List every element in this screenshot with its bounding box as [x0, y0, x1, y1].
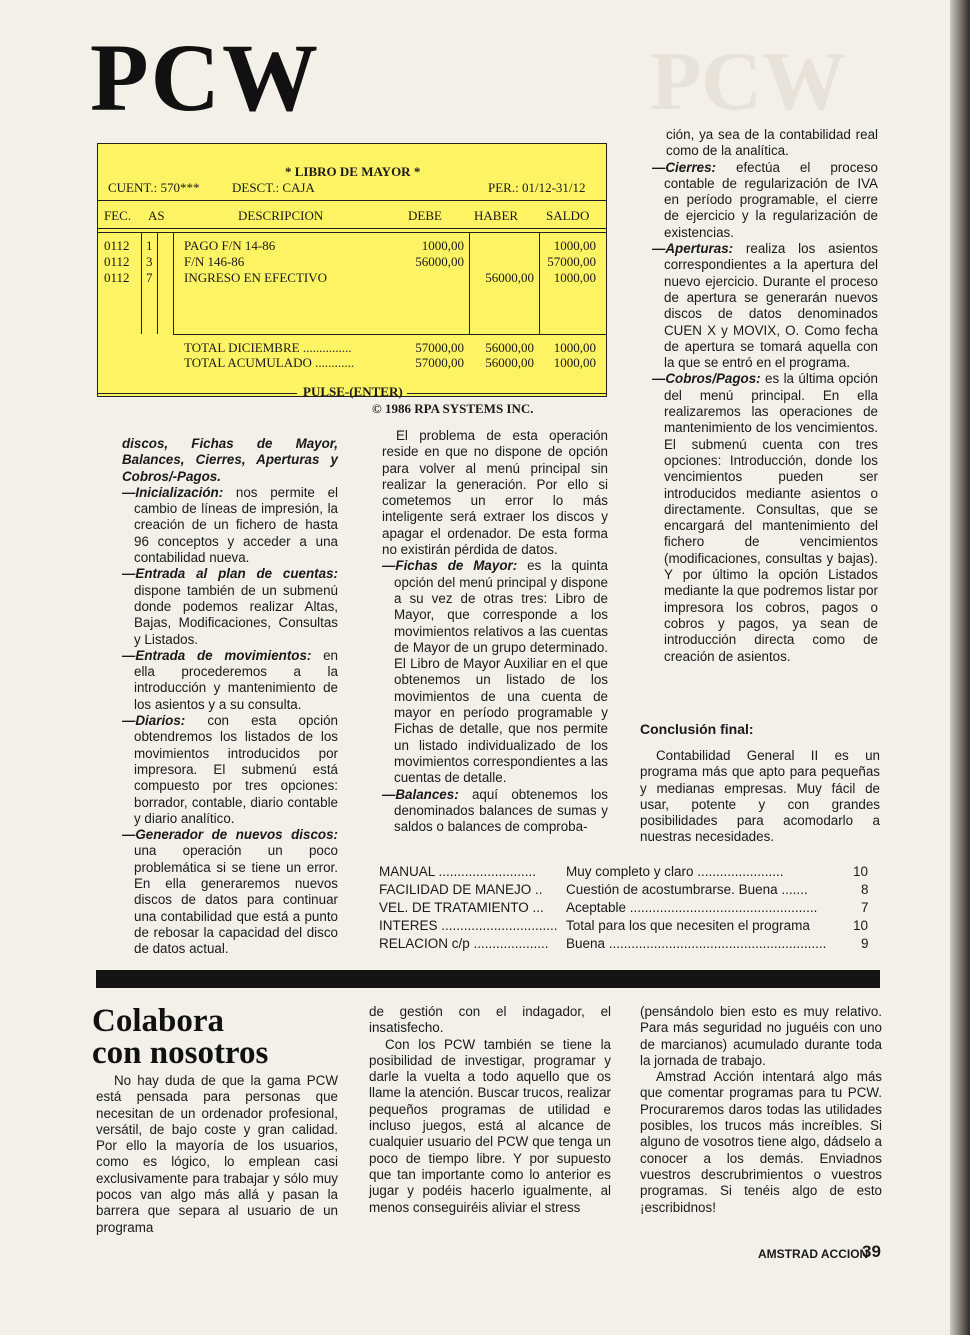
cell-haber: 56000,00	[485, 270, 534, 285]
rating-row	[371, 918, 881, 936]
col2-paragraph: El problema de esta operación reside en que no dispone de opción para volver al menú principal sin realizar la generación. Por ello si cometemos un error lo más inteligente será extraer los discos y apagar el ordenador. De esta forma no existirán pérdida de datos.	[382, 428, 608, 558]
rating-label: MANUAL ..........................	[379, 864, 537, 879]
ghost-title: PCW	[650, 35, 846, 128]
term: —Cobros/Pagos:	[652, 371, 761, 387]
term-text: una operación un poco problemática si se tiene un error. En ella generaremos nuevos discos de datos para continuar una contabilidad que está a punto de rebosar la capacidad del disco de datos actual.	[134, 843, 338, 957]
ledger-screen	[97, 143, 607, 397]
rating-row	[371, 936, 881, 954]
cell-as: 1	[146, 238, 153, 253]
cell-debe: 56000,00	[415, 254, 464, 269]
total-saldo: 1000,00	[553, 355, 596, 370]
col1-item	[122, 827, 338, 957]
term: —Generador de nuevos discos:	[122, 827, 338, 843]
heading-line: Colabora	[92, 1003, 224, 1039]
term: —Entrada de movimientos:	[122, 647, 312, 663]
term-text: dispone también de un submenú donde podemos realizar Altas, Bajas, Modificaciones, Consultas y Listados.	[134, 582, 338, 647]
bottom-paragraph: (pensándolo bien esto es muy relativo. Para más seguridad no juguéis con uno de marcianos) acumulado durante toda la jornada de trabajo.	[640, 1004, 882, 1068]
rating-comment: Total para los que necesiten el programa	[566, 918, 810, 933]
bottom-paragraph: de gestión con el indagador, el insatisfecho.	[369, 1004, 611, 1036]
section-heading	[92, 1005, 268, 1069]
col1-item	[122, 713, 338, 827]
bottom-paragraph: Amstrad Acción intentará algo más que comentar programas para tu PCW. Procuraremos daros todas las utilidades posibles, los trucos más increíbles. Si alguno de vosotros tiene algo, dádselo a conocer a los demás. Enviadnos vuestros descrubrimientos o vuestros programas. Si tenéis algo de esto ¡escribidnos!	[640, 1069, 882, 1215]
cell-desc: INGRESO EN EFECTIVO	[184, 270, 327, 285]
term-text: es la última opción del menú principal. En ella realizaremos las operaciones de mantenimiento de los vencimientos. El submenú cuenta con tres opciones: Introducción, donde los vencimientos pueden ser introducidos mediante asientos o directamente. Consultas, que se encargará del mantenimiento del fichero de vencimientos (modificaciones, consultas y bajas). Y por último la opción Listados mediante la que podremos listar por impresora los cobros, pagos o cobros y pagos, ya sean de introducción directa como de creación de asientos.	[664, 371, 878, 664]
total-haber: 56000,00	[485, 355, 534, 370]
ledger-rule	[98, 200, 606, 201]
page-title: PCW	[90, 24, 320, 131]
ledger-descripcion: DESCT.: CAJA	[232, 180, 315, 195]
rating-score: 10	[853, 864, 869, 879]
bottom-paragraph: No hay duda de que la gama PCW está pensada para personas que necesitan de un ordenador profesional, versátil, de bajo coste y gran calidad. Por ello la mayoría de los usuarios, como es lógico, lo emplean casi exclusivamente para trabajar y sólo muy pocos van algo más allá y pasan la barrera que separa al usuario de un programa	[96, 1073, 338, 1235]
rating-comment: Aceptable ..................................................	[566, 900, 818, 915]
ledger-periodo: PER.: 01/12-31/12	[488, 180, 586, 195]
col1-intro: discos, Fichas de Mayor, Balances, Cierres, Aperturas y Cobros/-Pagos.	[122, 436, 338, 484]
col-descripcion: DESCRIPCION	[238, 208, 324, 223]
total-haber: 56000,00	[485, 340, 534, 355]
cell-saldo: 1000,00	[553, 270, 596, 285]
term-text: con esta opción obtendremos los listados de los movimientos introducidos por impresora. El submenú está compuesto por tres opciones: borrador, contable, diario contable y diario analítico.	[134, 713, 338, 826]
total-label: TOTAL ACUMULADO ............	[184, 355, 355, 370]
term-text: aquí obtenemos los denominados balances de sumas y saldos o balances de comproba-	[394, 786, 608, 835]
col-fec: FEC.	[104, 208, 132, 223]
term: —Inicialización:	[122, 484, 224, 500]
cell-as: 3	[146, 254, 153, 269]
term: —Entrada al plan de cuentas:	[122, 566, 338, 582]
cell-as: 7	[146, 270, 153, 285]
col-debe: DEBE	[408, 208, 442, 223]
term-text: es la quinta opción del menú principal y dispone a su vez de otras tres: Libro de Mayor, que corresponde a los movimientos relativos a las cuentas de Mayor de un grupo determinado. El Libro de Mayor Auxiliar en el que obtenemos un listado de los movimientos de una cuenta de mayor en período programable y Fichas de detalle, que nos permite un listado individualizado de los movimientos correspondientes a las cuentas de detalle.	[394, 558, 608, 786]
page-number: 39	[862, 1242, 881, 1261]
total-label: TOTAL DICIEMBRE ...............	[184, 340, 352, 355]
col3-paragraph: ción, ya sea de la contabilidad real como de la analítica.	[666, 127, 878, 159]
total-debe: 57000,00	[415, 340, 464, 355]
rating-row	[371, 882, 881, 900]
pulse-enter-label: PULSE-(ENTER)	[303, 384, 403, 399]
cell-saldo: 1000,00	[553, 238, 596, 253]
term-text: realiza los asientos correspondientes a la apertura del nuevo ejercicio. Durante el proceso de apertura se generarán nuevos discos de datos denominados CUEN X y MOVIX, O. Como fecha de apertura se tomará aquella con la que se entró en el programa.	[664, 241, 878, 371]
term: —Diarios:	[122, 713, 186, 729]
term-text: en ella procederemos a la introducción y mantenimiento de los asientos y a su consulta.	[134, 647, 338, 712]
cell-debe: 1000,00	[421, 238, 464, 253]
rating-comment: Buena ..........................................................	[566, 936, 827, 951]
column-3	[652, 127, 878, 665]
bottom-column-3	[640, 1004, 882, 1216]
col3-item	[652, 371, 878, 664]
term: —Aperturas:	[652, 241, 734, 257]
term: —Cierres:	[652, 159, 717, 175]
pulse-rule-left	[97, 393, 297, 394]
ledger-rule	[98, 232, 606, 233]
col-haber: HABER	[474, 208, 519, 223]
col2-item	[382, 558, 608, 786]
column-1	[122, 436, 338, 958]
cell-desc: F/N 146-86	[184, 254, 245, 269]
heading-line: con nosotros	[92, 1035, 269, 1071]
col2-item	[382, 787, 608, 836]
cell-fec: 0112	[104, 270, 130, 285]
rating-label: FACILIDAD DE MANEJO ..	[379, 882, 543, 897]
ledger-divider	[173, 232, 174, 334]
ratings-table	[371, 864, 881, 954]
bottom-paragraph: Con los PCW también se tiene la posibilidad de investigar, programar y darle la vuelta a todo aquello que os llame la atención. Buscar trucos, realizar pequeños programas de utilidad e incluso juegos, está al alcance de cualquier usuario del PCW que tenga un poco de tiempo libre. Y por supuesto que tan importante como lo anterior es jugar y podéis hacerlo igualmente, al menos conseguiréis aliviar el stress	[369, 1036, 611, 1215]
ledger-cuenta: CUENT.: 570***	[108, 180, 200, 195]
cell-desc: PAGO F/N 14-86	[184, 238, 276, 253]
conclusion-text	[640, 748, 880, 846]
pulse-rule-right	[407, 393, 607, 394]
rating-label: RELACION c/p ....................	[379, 936, 549, 951]
term: —Balances:	[382, 786, 459, 802]
rating-score: 9	[861, 936, 869, 951]
ledger-divider	[141, 232, 142, 334]
total-debe: 57000,00	[415, 355, 464, 370]
term: —Fichas de Mayor:	[382, 558, 518, 574]
ledger-rule	[98, 228, 606, 229]
conclusion-heading: Conclusión final:	[640, 721, 754, 737]
rating-score: 7	[861, 900, 869, 915]
column-2	[382, 428, 608, 835]
ledger-rule	[173, 334, 606, 335]
rating-score: 8	[861, 882, 869, 897]
col3-item	[652, 160, 878, 241]
col-saldo: SALDO	[546, 208, 590, 223]
col3-item	[652, 241, 878, 371]
term-text: nos permite el cambio de líneas de impresión, la creación de un fichero de hasta 96 conceptos y acceder a una contabilidad nueva.	[134, 484, 338, 566]
rating-label: VEL. DE TRATAMIENTO ...	[379, 900, 544, 915]
rating-label: INTERES ...............................	[379, 918, 558, 933]
rating-score: 10	[853, 918, 869, 933]
ledger-divider	[157, 232, 158, 334]
rating-comment: Cuestión de acostumbrarse. Buena .......	[566, 882, 808, 897]
cell-saldo: 57000,00	[547, 254, 596, 269]
bottom-column-1	[96, 1073, 338, 1236]
rating-row	[371, 900, 881, 918]
rating-row	[371, 864, 881, 882]
bottom-column-2	[369, 1004, 611, 1216]
section-divider-bar	[96, 970, 880, 988]
scan-edge	[950, 0, 970, 1335]
col1-item	[122, 566, 338, 647]
term-text: efectúa el proceso contable de regularización de IVA en período programable, el cierre de ejercicio y la regularización de existencias.	[664, 159, 878, 240]
rating-comment: Muy completo y claro .......................	[566, 864, 784, 879]
ledger-title: * LIBRO DE MAYOR *	[285, 164, 421, 179]
col1-item	[122, 485, 338, 566]
cell-fec: 0112	[104, 254, 130, 269]
total-saldo: 1000,00	[553, 340, 596, 355]
col-as: AS	[148, 208, 165, 223]
col1-item	[122, 648, 338, 713]
copyright: © 1986 RPA SYSTEMS INC.	[372, 401, 534, 416]
conclusion-paragraph: Contabilidad General II es un programa más que apto para pequeñas y medianas empresas. Muy fácil de usar, potente y con grandes posibilidades para acomodarlo a nuestras necesidades.	[640, 748, 880, 845]
cell-fec: 0112	[104, 238, 130, 253]
magazine-name: AMSTRAD ACCION	[758, 1247, 869, 1261]
